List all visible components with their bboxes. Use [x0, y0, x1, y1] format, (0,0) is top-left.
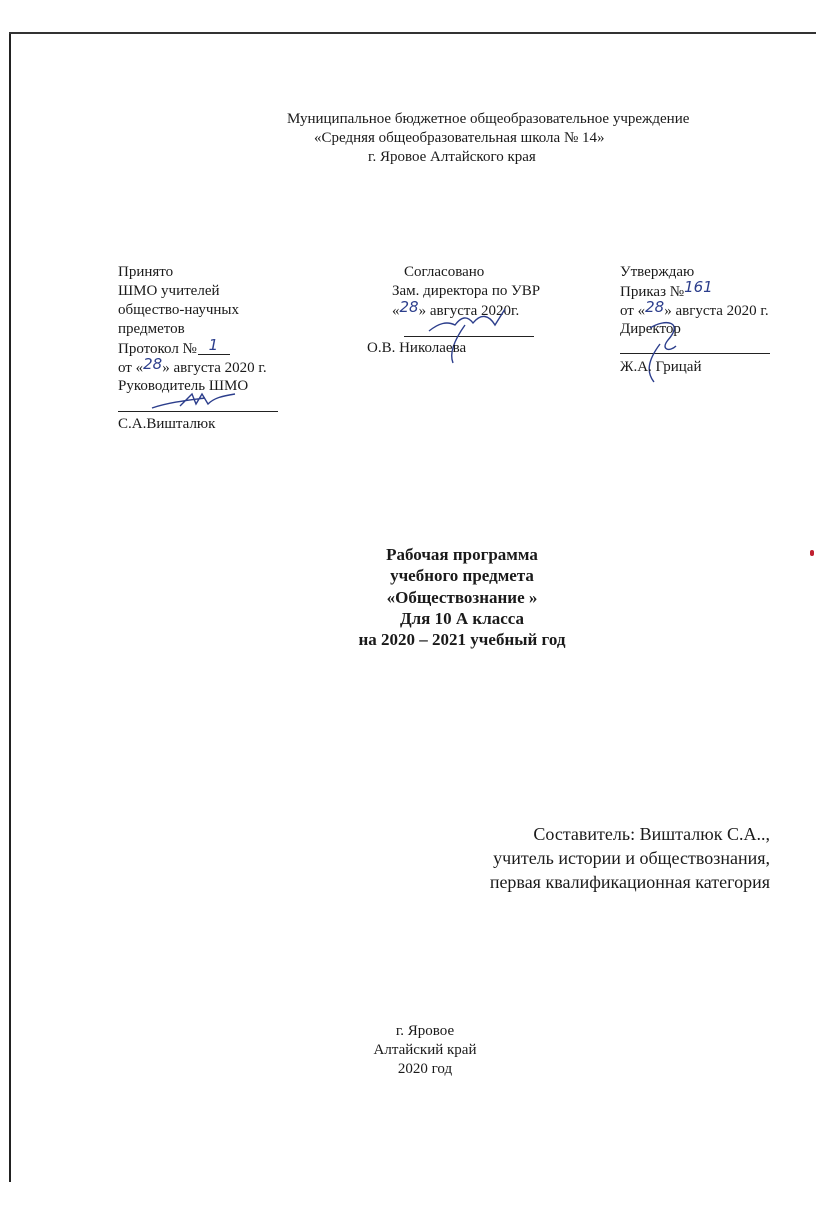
scan-mark [810, 550, 814, 556]
accepted-signature [150, 390, 240, 415]
footer-year: 2020 год [397, 1061, 453, 1077]
agreed-signature [425, 305, 520, 367]
program-year: на 2020 – 2021 учебный год [358, 630, 566, 649]
protocol-underline [198, 354, 230, 355]
footer-region: Алтайский край [373, 1042, 477, 1058]
program-subject-label: учебного предмета [390, 566, 534, 585]
approved-title: Директор [620, 321, 681, 337]
author-line-3: первая квалификационная категория [489, 872, 770, 892]
approved-date-day: 28 [645, 298, 665, 316]
agreed-label: Согласовано [404, 264, 485, 280]
footer-city: г. Яровое [395, 1023, 455, 1039]
approved-order: Приказ №161 [620, 278, 713, 300]
program-subject: «Обществознание » [386, 588, 538, 607]
accepted-name: С.А.Вишталюк [118, 416, 216, 432]
header-line-3: г. Яровое Алтайского края [368, 149, 536, 165]
approved-label: Утверждаю [620, 264, 695, 280]
accepted-date-day: 28 [143, 355, 163, 373]
approved-date: от «28» августа 2020 г. [620, 298, 769, 319]
accepted-committee-2: общество-научных [118, 302, 239, 318]
header-line-2: «Средняя общеобразовательная школа № 14» [314, 130, 605, 146]
agreed-name: О.В. Николаева [367, 340, 467, 356]
accepted-committee-3: предметов [118, 321, 185, 337]
protocol-number-handwritten: 1 [208, 336, 219, 354]
program-title: Рабочая программа [386, 545, 538, 564]
author-line-2: учитель истории и обществознания, [493, 848, 770, 868]
program-class: Для 10 А класса [399, 609, 525, 628]
accepted-label: Принято [118, 264, 174, 280]
author-line-1: Составитель: Вишталюк С.А.., [533, 824, 770, 844]
order-number-handwritten: 161 [684, 278, 713, 296]
agreed-date: «28» августа 2020г. [392, 298, 520, 319]
accepted-date: от «28» августа 2020 г. [118, 355, 267, 376]
accepted-committee: ШМО учителей [118, 283, 220, 299]
accepted-protocol: Протокол № 1 [118, 336, 219, 357]
header-line-1: Муниципальное бюджетное общеобразовательное учреждение [287, 111, 690, 127]
agreed-date-day: 28 [399, 298, 419, 316]
approved-name: Ж.А. Грицай [620, 359, 702, 375]
scan-edge-top [9, 32, 816, 34]
accepted-head-title: Руководитель ШМО [118, 378, 249, 394]
agreed-position: Зам. директора по УВР [392, 283, 541, 299]
